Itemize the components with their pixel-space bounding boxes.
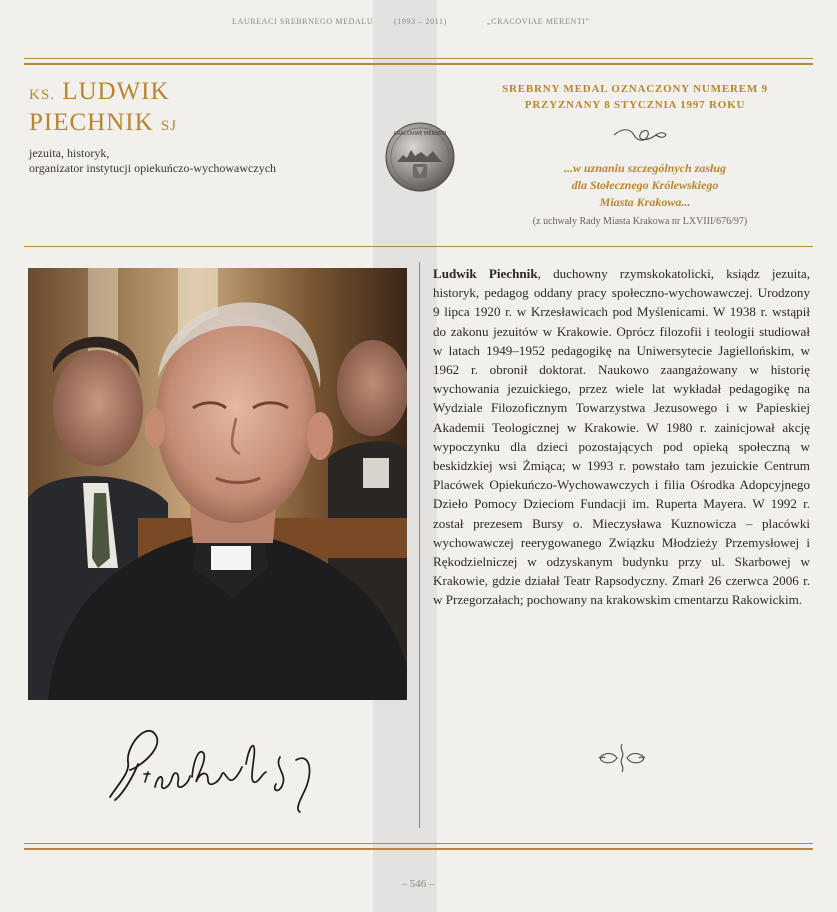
bottom-rule xyxy=(24,843,813,850)
medal-quote-line-1: ...w uznaniu szczególnych zasług xyxy=(563,161,727,175)
running-header xyxy=(0,17,837,31)
medal-quote-line-3: Miasta Krakowa... xyxy=(599,195,691,209)
biography-text xyxy=(433,264,810,610)
page-number-value: 546 xyxy=(409,878,427,890)
medal-quote-line-2: dla Stołecznego Królewskiego xyxy=(571,178,719,192)
header-right: „CRACOVIAE MERENTI” xyxy=(487,17,590,26)
biography-name: Ludwik Piechnik xyxy=(433,266,538,281)
last-name: PIECHNIK xyxy=(29,109,154,136)
top-rule xyxy=(24,58,813,65)
flourish-ornament-icon xyxy=(612,126,668,144)
medal-title-line-2: PRZYZNANY 8 STYCZNIA 1997 ROKU xyxy=(524,99,746,111)
signature xyxy=(100,712,340,822)
medal-title xyxy=(470,81,800,113)
header-left: LAUREACI SREBRNEGO MEDALU xyxy=(232,17,374,26)
portrait-photo xyxy=(28,268,407,700)
page-number: – 546 – xyxy=(401,878,435,890)
first-name: LUDWIK xyxy=(62,78,170,105)
medal-source: (z uchwały Rady Miasta Krakowa nr LXVIII/676/97) xyxy=(532,216,748,227)
title-prefix: KS. xyxy=(29,87,55,103)
signature-text: Piechnik SJ xyxy=(100,712,105,713)
person-role xyxy=(29,146,349,176)
biography-body: , duchowny rzymskokatolicki, ksiądz jezuita, historyk, pedagog oddany pracy społeczno-wychowawczej. Urodzony 9 lipca 1920 r. w Krzesławicach pod Myślenicami. W 1938 r. wstąpił do zakonu jezuitów w Krakowie. Oprócz filozofii i teologii studiował w latach 1949–1952 pedagogikę na Uniwersytecie Jagiellońskim, w 1962 r. obronił doktorat. Naukowo zaangażowany w historię wychowania jezuickiego, przez wiele lat wykładał pedagogikę na Wydziale Filozoficznym Towarzystwa Jezusowego i w Papieskiej Akademii Teologicznej w Krakowie. W 1980 r. zainicjował akcję wypoczynku dla dzieci pozostających pod opieką społeczną w beskidzkiej wsi Żmiąca; w 1993 r. powstało tam jezuickie Centrum Placówek Opiekuńczo-Wychowawczych i filia Ośrodka Adopcyjnego Dzieło Pomocy Dzieciom Fundacji im. Ruperta Mayera. W 1992 r. został prezesem Bursy o. Mieczysława Kuznowicza – placówki wychowawczej reerygowanego Związku Młodzieży Przemysłowej i Rękodzielniczej w odzyskanym budynku przy ul. Skarbowej w Krakowie, gdzie działał Teatr Rapsodyczny. Zmarł 26 czerwca 2006 r. w Przegorzałach; pochowany na krakowskim cmentarzu Rakowickim. xyxy=(433,266,810,608)
column-divider xyxy=(419,262,420,828)
header-middle: (1993 – 2011) xyxy=(394,17,447,26)
ornament-flourish-icon xyxy=(597,740,647,776)
medal-quote xyxy=(520,160,770,211)
medal-image xyxy=(383,122,457,192)
name-suffix: SJ xyxy=(160,118,178,134)
section-rule xyxy=(24,246,813,247)
medal-inscription: CRACOVIAE MERENTI xyxy=(393,131,447,137)
role-line-2: organizator instytucji opiekuńczo-wychowawczych xyxy=(29,161,277,175)
role-line-1: jezuita, historyk, xyxy=(29,146,110,160)
medal-title-line-1: SREBRNY MEDAL OZNACZONY NUMEREM 9 xyxy=(502,83,768,95)
person-name xyxy=(29,78,177,140)
